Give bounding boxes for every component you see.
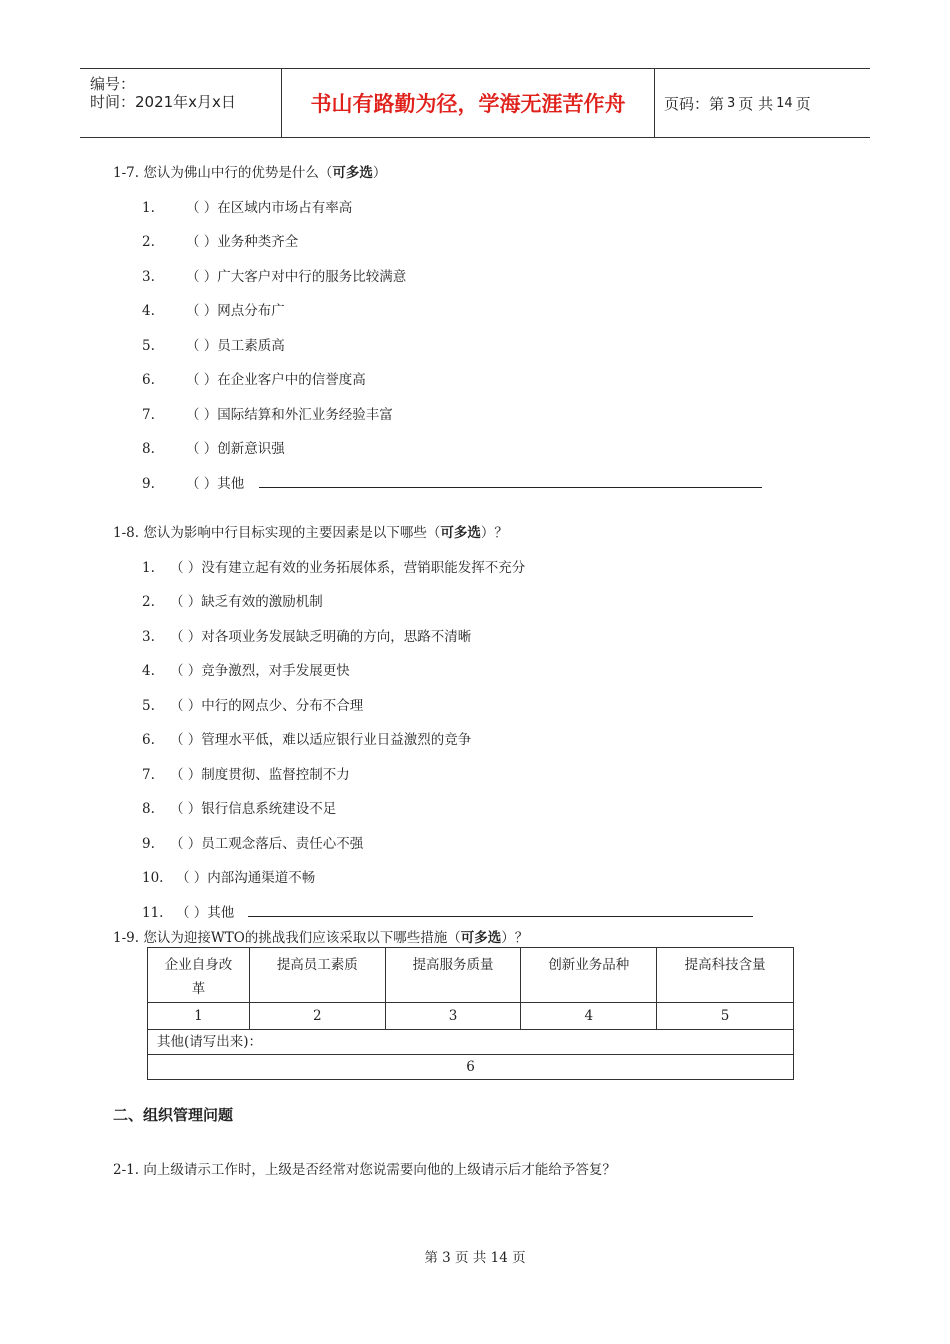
page-total: 14 [776,95,793,111]
table-header-cell: 提高服务质量 [385,948,521,1003]
page-prefix: 页码：第 [664,94,725,113]
answer-blank[interactable]: （ ） [186,407,218,423]
q18-option[interactable]: 5. （ ）中行的网点少、分布不合理 [142,694,363,714]
question-text: 1-8. 您认为影响中行目标实现的主要因素是以下哪些（ [113,525,441,541]
option-number-cell[interactable]: 4 [521,1003,657,1030]
question-emphasis: 可多选 [332,165,373,181]
answer-blank[interactable]: （ ） [186,303,218,319]
answer-blank[interactable]: （ ） [186,234,218,250]
answer-blank[interactable]: （ ） [176,905,208,921]
answer-blank[interactable]: （ ） [176,870,208,886]
section-title: 二、组织管理问题 [113,1106,234,1124]
q17-option[interactable]: 9. （ ）其他 [142,472,244,492]
table-header-cell: 企业自身改革 [148,948,250,1003]
table-header-cell: 创新业务品种 [521,948,657,1003]
question-text: 1-7. 您认为佛山中行的优势是什么（ [113,165,333,181]
q17-option[interactable]: 1. （ ）在区域内市场占有率高 [142,196,352,216]
other-label-cell: 其他(请写出来)： [148,1030,794,1055]
table-header-cell: 提高员工素质 [249,948,385,1003]
other-answer-line[interactable] [248,916,753,917]
answer-blank[interactable]: （ ） [186,372,218,388]
q17-option[interactable]: 4. （ ）网点分布广 [142,299,285,319]
q17-option[interactable]: 3. （ ）广大客户对中行的服务比较满意 [142,265,406,285]
time-label: 时间：2021年x月x日 [90,93,236,111]
table-header-row [148,948,794,1003]
header-divider [654,69,655,137]
q18-option[interactable]: 6. （ ）管理水平低，难以适应银行业日益激烈的竞争 [142,728,471,748]
header-page-info [664,69,811,137]
table-row [148,1030,794,1055]
answer-blank[interactable]: （ ） [170,629,202,645]
answer-blank[interactable]: （ ） [186,338,218,354]
question-text-end: ）？ [480,525,508,541]
q17-option[interactable]: 8. （ ）创新意识强 [142,437,285,457]
q18-option[interactable]: 3. （ ）对各项业务发展缺乏明确的方向，思路不清晰 [142,625,471,645]
question-text-end: ） [372,165,387,181]
q17-option[interactable]: 7. （ ）国际结算和外汇业务经验丰富 [142,403,393,423]
other-number-cell[interactable]: 6 [148,1055,794,1080]
q18-option[interactable]: 4. （ ）竞争激烈，对手发展更快 [142,659,350,679]
q18-option[interactable]: 2. （ ）缺乏有效的激励机制 [142,590,323,610]
answer-blank[interactable]: （ ） [186,441,218,457]
question-text-end: ）？ [501,930,529,946]
header-meta [80,69,280,137]
question-1-8 [113,521,508,541]
table-row [148,1003,794,1030]
page-header [80,68,870,138]
page-mid: 页 共 [738,94,774,113]
header-motto: 书山有路勤为径，学海无涯苦作舟 [310,92,626,116]
q17-option[interactable]: 6. （ ）在企业客户中的信誉度高 [142,368,366,388]
page-suffix: 页 [795,94,811,113]
answer-blank[interactable]: （ ） [170,663,202,679]
q18-option[interactable]: 7. （ ）制度贯彻、监督控制不力 [142,763,350,783]
other-answer-line[interactable] [259,487,762,488]
option-number-cell[interactable]: 2 [249,1003,385,1030]
page-footer: 第 3 页 共 14 页 [424,1250,526,1266]
question-1-9 [113,926,528,946]
q18-option[interactable]: 8. （ ）银行信息系统建设不足 [142,797,336,817]
page-number: 3 [727,95,736,111]
answer-blank[interactable]: （ ） [170,836,202,852]
answer-blank[interactable]: （ ） [170,801,202,817]
code-label: 编号： [90,75,136,93]
answer-blank[interactable]: （ ） [170,698,202,714]
answer-blank[interactable]: （ ） [170,767,202,783]
option-number-cell[interactable]: 1 [148,1003,250,1030]
answer-blank[interactable]: （ ） [186,200,218,216]
measures-table [147,947,794,1080]
question-1-7 [113,161,386,181]
q18-option[interactable]: 11. （ ）其他 [142,901,234,921]
q18-option[interactable]: 9. （ ）员工观念落后、责任心不强 [142,832,363,852]
option-number-cell[interactable]: 3 [385,1003,521,1030]
question-text: 1-9. 您认为迎接WTO的挑战我们应该采取以下哪些措施（ [113,930,461,946]
option-number-cell[interactable]: 5 [657,1003,794,1030]
answer-blank[interactable]: （ ） [170,594,202,610]
question-emphasis: 可多选 [460,930,502,946]
question-2-1: 2-1. 向上级请示工作时，上级是否经常对您说需要向他的上级请示后才能给予答复？ [113,1162,616,1178]
answer-blank[interactable]: （ ） [170,560,202,576]
table-header-cell: 提高科技含量 [657,948,794,1003]
table-row [148,1055,794,1080]
question-emphasis: 可多选 [440,525,481,541]
q18-option[interactable]: 10. （ ）内部沟通渠道不畅 [142,866,315,886]
q17-option[interactable]: 2. （ ）业务种类齐全 [142,230,298,250]
answer-blank[interactable]: （ ） [186,476,218,492]
answer-blank[interactable]: （ ） [170,732,202,748]
q17-option[interactable]: 5. （ ）员工素质高 [142,334,285,354]
answer-blank[interactable]: （ ） [186,269,218,285]
q18-option[interactable]: 1. （ ）没有建立起有效的业务拓展体系，营销职能发挥不充分 [142,556,525,576]
